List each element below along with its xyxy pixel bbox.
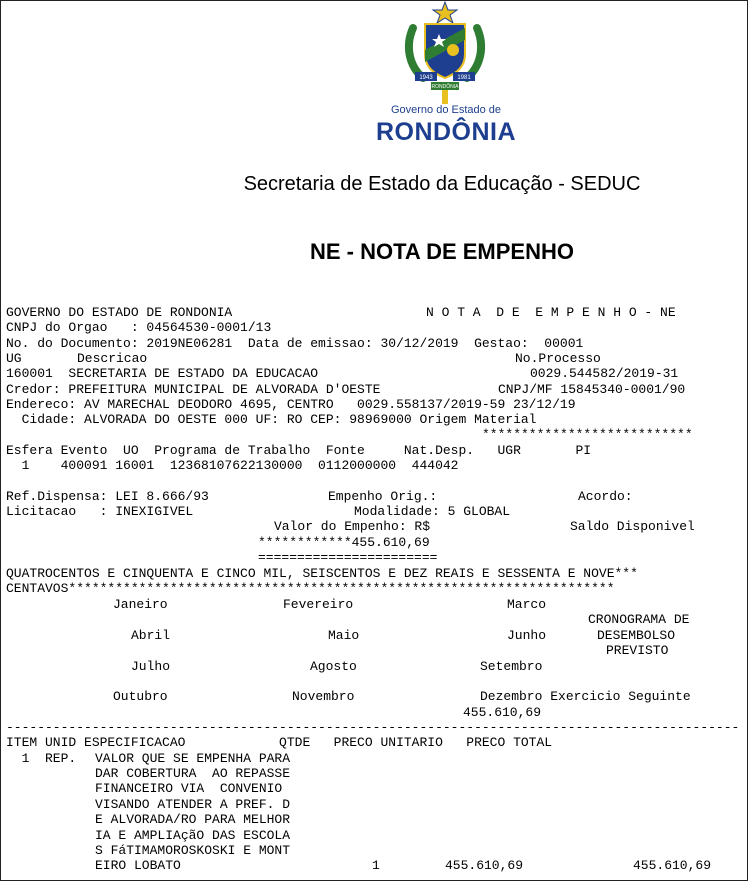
top-star xyxy=(433,2,457,23)
valor-empenho-label: Valor do Empenho: R$ xyxy=(274,519,431,534)
dash-rule: ---------------------------------------------------------------------------------------------- xyxy=(6,720,740,735)
modalidade-line: Modalidade: 5 GLOBAL xyxy=(354,504,511,519)
valor-empenho: ************455.610,69 xyxy=(258,535,430,550)
spec-line-4: VISANDO ATENDER A PREF. D xyxy=(95,797,291,812)
ug-line: 160001 SECRETARIA DE ESTADO DA EDUCACAO xyxy=(6,366,319,381)
spec-line-3: FINANCEIRO VIA CONVENIO xyxy=(95,781,283,796)
item-qtde: 1 xyxy=(372,858,380,873)
ribbon-label: RONDÔNIA xyxy=(431,84,459,90)
item-preco-total: 455.610,69 xyxy=(633,858,712,873)
empenho-orig: Empenho Orig.: xyxy=(328,489,438,504)
shield-sun xyxy=(447,44,459,56)
cnpj-mf: CNPJ/MF 15845340-0001/90 xyxy=(498,382,686,397)
month-agosto: Agosto xyxy=(310,659,357,674)
month-fevereiro: Fevereiro xyxy=(283,597,354,612)
dezembro-value: 455.610,69 xyxy=(463,705,542,720)
documento-line: No. do Documento: 2019NE06281 Data de emissao: 30/12/2019 Gestao: 00001 xyxy=(6,336,584,351)
month-abril: Abril xyxy=(131,628,171,643)
spec-line-1: VALOR QUE SE EMPENHA PARA xyxy=(95,751,291,766)
month-outubro: Outubro xyxy=(113,689,168,704)
ref-dispensa: Ref.Dispensa: LEI 8.666/93 xyxy=(6,489,209,504)
name-ribbon xyxy=(431,82,459,90)
gov-line: GOVERNO DO ESTADO DE RONDONIA xyxy=(6,305,233,320)
year-left: 1943 xyxy=(419,75,433,81)
rondonia-coat-of-arms-icon xyxy=(395,0,495,108)
doc-title: NE - NOTA DE EMPENHO xyxy=(309,239,574,264)
item-table-header: ITEM UNID ESPECIFICACAO QTDE PRECO UNITARIO PRECO TOTAL xyxy=(6,735,553,750)
acordo-label: Acordo: xyxy=(578,489,633,504)
month-julho: Julho xyxy=(131,659,171,674)
year-right: 1981 xyxy=(457,75,471,81)
credor-line: Credor: PREFEITURA MUNICIPAL DE ALVORADA D'OESTE xyxy=(6,382,381,397)
gov-subtitle: Governo do Estado de xyxy=(390,104,502,116)
month-marco: Marco xyxy=(507,597,547,612)
cronograma-label-3: PREVISTO xyxy=(606,643,669,658)
no-processo-label: No.Processo xyxy=(515,351,601,366)
secretaria-title: Secretaria de Estado da Educação - SEDUC xyxy=(243,173,641,195)
spec-line-8: EIRO LOBATO xyxy=(95,858,181,873)
valor-extenso-2: CENTAVOS********************************************************************** xyxy=(6,581,615,596)
endereco-line: Endereco: AV MARECHAL DEODORO 4695, CENTRO 0029.558137/2019-59 23/12/19 xyxy=(6,397,576,412)
month-dezembro-exercicio: Dezembro Exercicio Seguinte xyxy=(480,689,691,704)
cronograma-label-1: CRONOGRAMA DE xyxy=(588,612,690,627)
item-preco-unitario: 455.610,69 xyxy=(445,858,524,873)
cnpj-orgao: CNPJ do Orgao : 04564530-0001/13 xyxy=(6,320,272,335)
month-janeiro: Janeiro xyxy=(113,597,168,612)
item-number-unit: 1 REP. xyxy=(6,751,77,766)
month-maio: Maio xyxy=(328,628,360,643)
month-junho: Junho xyxy=(507,628,547,643)
year-banner-left xyxy=(415,72,437,81)
ug-label: UG xyxy=(6,351,22,366)
gov-name: RONDÔNIA xyxy=(375,118,517,146)
classification-values: 1 400091 16001 12368107622130000 0112000000 444042 xyxy=(6,458,459,473)
licitacao-line: Licitacao : INEXIGIVEL xyxy=(6,504,194,519)
valor-extenso-1: QUATROCENTOS E CINQUENTA E CINCO MIL, SEISCENTOS E DEZ REAIS E SESSENTA E NOVE*** xyxy=(6,566,638,581)
equals-rule: ======================= xyxy=(258,550,438,565)
stars-line: *************************** xyxy=(482,427,693,442)
year-banner-right xyxy=(453,72,475,81)
classification-header: Esfera Evento UO Programa de Trabalho Fonte Nat.Desp. UGR PI xyxy=(6,443,592,458)
spec-line-5: E ALVORADA/RO PARA MELHOR xyxy=(95,812,291,827)
cronograma-label-2: DESEMBOLSO xyxy=(597,628,676,643)
spec-line-7: S FáTIMAMOROSKOSKI E MONT xyxy=(95,843,291,858)
spec-line-6: IA E AMPLIAçãO DAS ESCOLA xyxy=(95,828,291,843)
spec-line-2: DAR COBERTURA AO REPASSE xyxy=(95,766,291,781)
processo-number: 0029.544582/2019-31 xyxy=(530,366,679,381)
descricao-label: Descricao xyxy=(77,351,148,366)
ne-title-line: N O T A D E E M P E N H O - NE xyxy=(426,305,676,320)
saldo-disponivel-label: Saldo Disponivel xyxy=(570,519,695,534)
month-novembro: Novembro xyxy=(292,689,355,704)
stem xyxy=(442,90,448,104)
cidade-line: Cidade: ALVORADA DO OESTE 000 UF: RO CEP: 98969000 Origem Material xyxy=(6,412,537,427)
month-setembro: Setembro xyxy=(480,659,543,674)
